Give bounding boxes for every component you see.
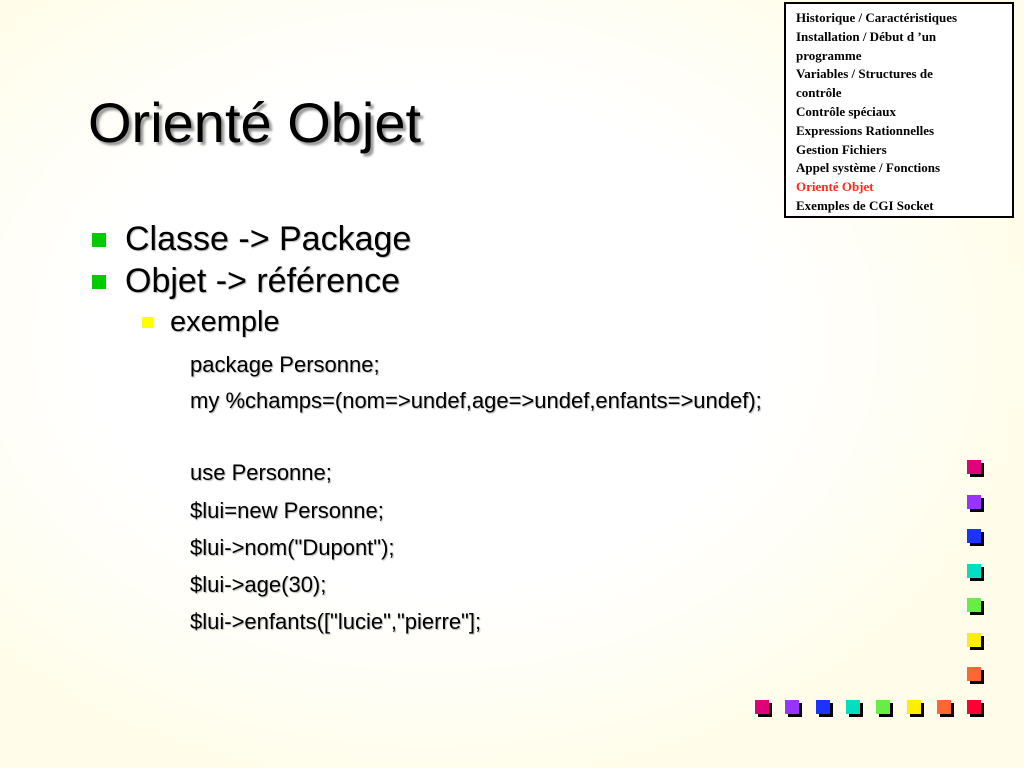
decorative-square-icon xyxy=(967,564,981,578)
bullet-objet xyxy=(92,262,400,301)
code-line: $lui->age(30); xyxy=(190,572,327,597)
sub-bullet-exemple-text: exemple xyxy=(170,306,280,338)
decorative-square-icon xyxy=(846,700,860,714)
code-line: package Personne; xyxy=(190,352,380,377)
code-line: $lui=new Personne; xyxy=(190,498,384,523)
toc-item-installation-cont[interactable]: programme xyxy=(796,47,862,63)
toc-item-variables-cont[interactable]: contrôle xyxy=(796,85,842,101)
toc-item-historique[interactable]: Historique / Caractéristiques xyxy=(796,10,958,25)
decorative-square-icon xyxy=(967,667,981,681)
toc-item-appel-systeme[interactable]: Appel système / Fonctions xyxy=(796,160,941,176)
code-line: $lui->nom("Dupont"); xyxy=(190,535,395,560)
decorative-square-icon xyxy=(967,633,981,647)
toc-item-exemples-cgi[interactable]: Exemples de CGI Socket xyxy=(796,197,934,213)
decorative-square-icon xyxy=(967,460,981,474)
toc-item-expressions[interactable]: Expressions Rationnelles xyxy=(796,122,935,138)
sub-bullet-exemple xyxy=(142,306,280,339)
toc-box xyxy=(784,2,1014,218)
green-square-bullet-icon xyxy=(92,275,106,289)
decorative-square-icon xyxy=(967,495,981,509)
green-square-bullet-icon xyxy=(92,233,106,247)
decorative-square-icon xyxy=(907,700,921,714)
decorative-square-icon xyxy=(967,529,981,543)
decorative-square-icon xyxy=(755,700,769,714)
bullet-classe xyxy=(92,220,411,259)
decorative-square-icon xyxy=(967,598,981,612)
bullet-objet-text: Objet -> référence xyxy=(125,262,400,300)
decorative-square-icon xyxy=(785,700,799,714)
code-line: $lui->enfants(["lucie","pierre"]; xyxy=(190,609,482,634)
toc-item-controle-speciaux[interactable]: Contrôle spéciaux xyxy=(796,103,897,119)
toc-item-installation[interactable]: Installation / Début d ’un xyxy=(796,28,937,44)
code-line: use Personne; xyxy=(190,460,332,485)
toc-item-gestion-fichiers[interactable]: Gestion Fichiers xyxy=(796,141,887,157)
decorative-square-icon xyxy=(876,700,890,714)
yellow-square-bullet-icon xyxy=(142,317,153,328)
toc-item-oriente-objet[interactable]: Orienté Objet xyxy=(796,179,874,195)
code-line: my %champs=(nom=>undef,age=>undef,enfants=>undef); xyxy=(190,388,762,413)
decorative-square-icon xyxy=(967,700,981,714)
decorative-square-icon xyxy=(937,700,951,714)
toc-item-variables[interactable]: Variables / Structures de xyxy=(796,66,933,82)
slide-title: Orienté Objet xyxy=(88,91,422,154)
bullet-classe-text: Classe -> Package xyxy=(125,220,412,258)
decorative-square-icon xyxy=(816,700,830,714)
